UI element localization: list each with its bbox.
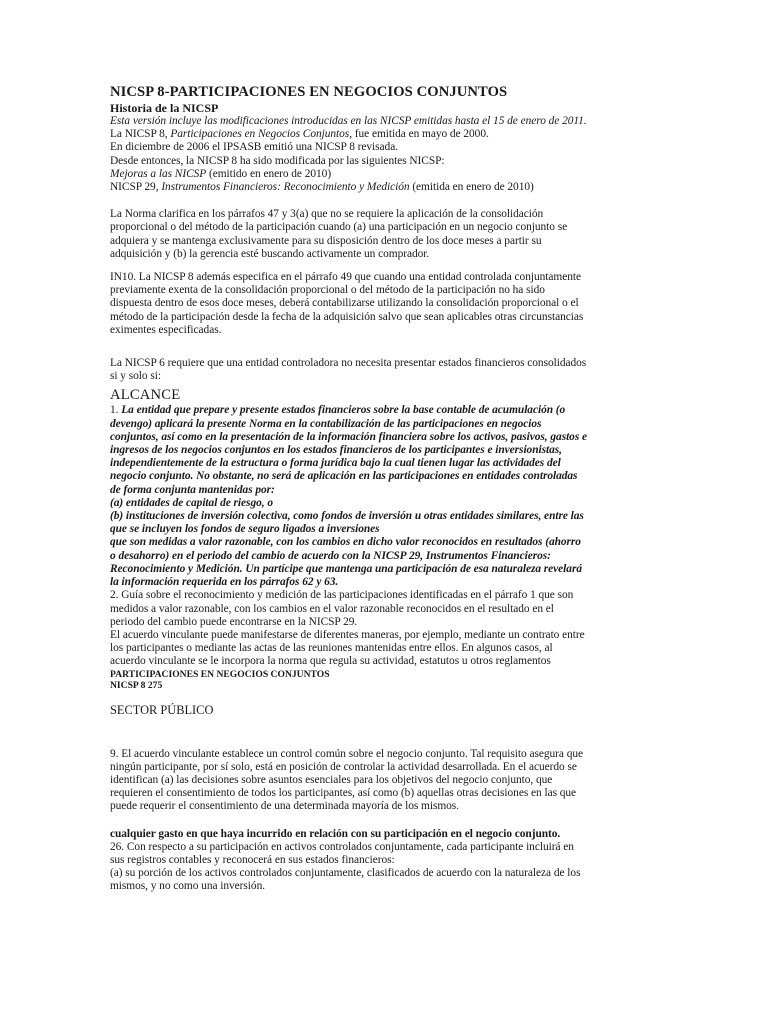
text-run: (emitido en enero de 2010) (206, 167, 332, 180)
document-title: NICSP 8-PARTICIPACIONES EN NEGOCIOS CONJUNTOS (110, 84, 508, 100)
text-line: 2. Guía sobre el reconocimiento y medición de las participaciones identificadas en el párrafo 1 que son (110, 589, 574, 602)
text-line: que se incluyen los fondos de seguro ligados a inversiones (110, 523, 380, 536)
text-line: puede requerir el consentimiento de una determinada mayoría de los mismos. (110, 800, 459, 813)
text-line: adquiera y se mantenga exclusivamente para su disposición dentro de los doce meses a partir su (110, 234, 542, 247)
text-line: (b) instituciones de inversión colectiva, como fondos de inversión u otras entidades similares, entre las (110, 510, 584, 523)
text-line: El acuerdo vinculante puede manifestarse de diferentes maneras, por ejemplo, mediante un contrato entre (110, 628, 585, 641)
paragraph-1 (110, 404, 658, 589)
historia-line: En diciembre de 2006 el IPSASB emitió una NICSP 8 revisada. (110, 141, 399, 154)
text-line: 9. El acuerdo vinculante establece un control común sobre el negocio conjunto. Tal requisito asegura que (110, 747, 583, 760)
text-line: Reconocimiento y Medición. Un partícipe que mantenga una participación de esa naturaleza revelará (110, 562, 582, 575)
paragraph-acuerdo (110, 629, 658, 669)
text-line: La NICSP 6 requiere que una entidad controladora no necesita presentar estados financieros consolidados (110, 357, 587, 370)
alcance-heading: ALCANCE (110, 387, 181, 404)
text-run: NICSP 29, (110, 181, 162, 194)
running-footer-page: NICSP 8 275 (110, 679, 163, 691)
text-line: requieren el consentimiento de todos los participantes, así como (b) aquellas otras decisiones en las que (110, 787, 577, 800)
text-line: negocio conjunto. No obstante, no será de aplicación en las participaciones en entidades controladas (110, 470, 578, 483)
text-run: (emitida en enero de 2010) (409, 181, 534, 194)
text-line: sus registros contables y reconocerá en sus estados financieros: (110, 853, 395, 866)
paragraph-2 (110, 589, 658, 629)
text-line: (a) entidades de capital de riesgo, o (110, 496, 273, 509)
paragraph-number: 1. (110, 404, 122, 417)
text-line: adquisición y (b) la gerencia esté buscando activamente un comprador. (110, 247, 430, 260)
text-line: la información requerida en los párrafos 62 y 63. (110, 576, 339, 589)
text-line: 26. Con respecto a su participación en activos controlados conjuntamente, cada participante incluirá en (110, 840, 574, 853)
text-run: , fue emitida en mayo de 2000. (349, 128, 489, 141)
text-line: La Norma clarifica en los párrafos 47 y 3(a) que no se requiere la aplicación de la consolidación (110, 208, 544, 221)
text-line: que son medidas a valor razonable, con los cambios en dicho valor reconocidos en resultados (ahorro (110, 536, 581, 549)
historia-heading: Historia de la NICSP (110, 101, 219, 115)
text-line: ingresos de los negocios conjuntos en los estados financieros de los participantes e inversionistas, (110, 444, 562, 457)
text-line: periodo del cambio puede encontrarse en la NICSP 29. (110, 615, 358, 628)
text-line: IN10. La NICSP 8 además especifica en el párrafo 49 que cuando una entidad controlada conjuntamente (110, 271, 581, 284)
historia-line (110, 128, 658, 141)
sector-heading: SECTOR PÚBLICO (110, 702, 214, 717)
text-line: previamente exenta de la consolidación proporcional o del método de la participación no ha sido (110, 284, 545, 297)
text-line: devengo) aplicará la presente Norma en la contabilización de las participaciones en negocios (110, 417, 542, 430)
paragraph-nicsp6 (110, 357, 658, 383)
text-line: acuerdo vinculante se le incorpora la norma que regula su actividad, estatutos u otros reglamentos (110, 655, 551, 668)
text-line: conjuntos, así como en la presentación de la información financiera sobre los activos, pasivos, gastos e (110, 430, 588, 443)
text-line: o desahorro) en el periodo del cambio de acuerdo con la NICSP 29, Instrumentos Financieros: (110, 549, 551, 562)
text-line: identifican (a) las decisiones sobre asuntos esenciales para los objetivos del negocio conjunto, que (110, 773, 553, 786)
paragraph-26 (110, 841, 658, 894)
text-line: los participantes o mediante las actas de las reuniones mantenidas entre ellos. En algunos casos, al (110, 642, 553, 655)
text-line: dispuesta dentro de esos doce meses, deberá contabilizarse utilizando la consolidación proporcional o el (110, 297, 579, 310)
text-line: método de la participación desde la fecha de la adquisición salvo que sean aplicables otras circunstancias (110, 310, 584, 323)
text-line: independientemente de la estructura o forma jurídica bajo la cual tienen lugar las actividades del (110, 457, 561, 470)
gasto-bold-line: cualquier gasto en que haya incurrido en relación con su participación en el negocio conjunto. (110, 827, 561, 840)
paragraph-norma (110, 208, 658, 261)
text-run-italic: Mejoras a las NICSP (110, 167, 207, 180)
text-line: medidos a valor razonable, con los cambios en el valor razonable reconocidos en el resultado en el (110, 602, 554, 615)
text-line: (a) su porción de los activos controlados conjuntamente, clasificados de acuerdo con la naturaleza de los (110, 867, 581, 880)
text-run-italic: Participaciones en Negocios Conjuntos (170, 128, 350, 141)
text-line: eximentes especificadas. (110, 323, 222, 336)
text-line: ningún participante, por sí solo, está en posición de controlar la actividad desarrollada. En el acuerdo se (110, 760, 577, 773)
historia-version-note: Esta versión incluye las modificaciones introducidas en las NICSP emitidas hasta el 15 de enero de 2011. (110, 115, 587, 127)
text-line: si y solo si: (110, 370, 161, 383)
document-page (110, 84, 658, 894)
text-line: de forma conjunta mantenidas por: (110, 483, 275, 496)
historia-line: Desde entonces, la NICSP 8 ha sido modificada por las siguientes NICSP: (110, 154, 445, 167)
text-line (110, 404, 658, 417)
paragraph-in10 (110, 271, 658, 337)
text-line: proporcional o del método de la participación cuando (a) una participación en un negocio conjunto se (110, 221, 568, 234)
text-run-bold-italic: La entidad que prepare y presente estados financieros sobre la base contable de acumulación (o (121, 404, 566, 417)
paragraph-9 (110, 748, 658, 814)
historia-line (110, 168, 658, 181)
text-run-italic: Instrumentos Financieros: Reconocimiento y Medición (161, 181, 410, 194)
running-footer-title: PARTICIPACIONES EN NEGOCIOS CONJUNTOS (110, 668, 330, 680)
historia-line (110, 181, 658, 194)
text-run: La NICSP 8, (110, 128, 171, 141)
text-line: mismos, y no como una inversión. (110, 880, 266, 893)
